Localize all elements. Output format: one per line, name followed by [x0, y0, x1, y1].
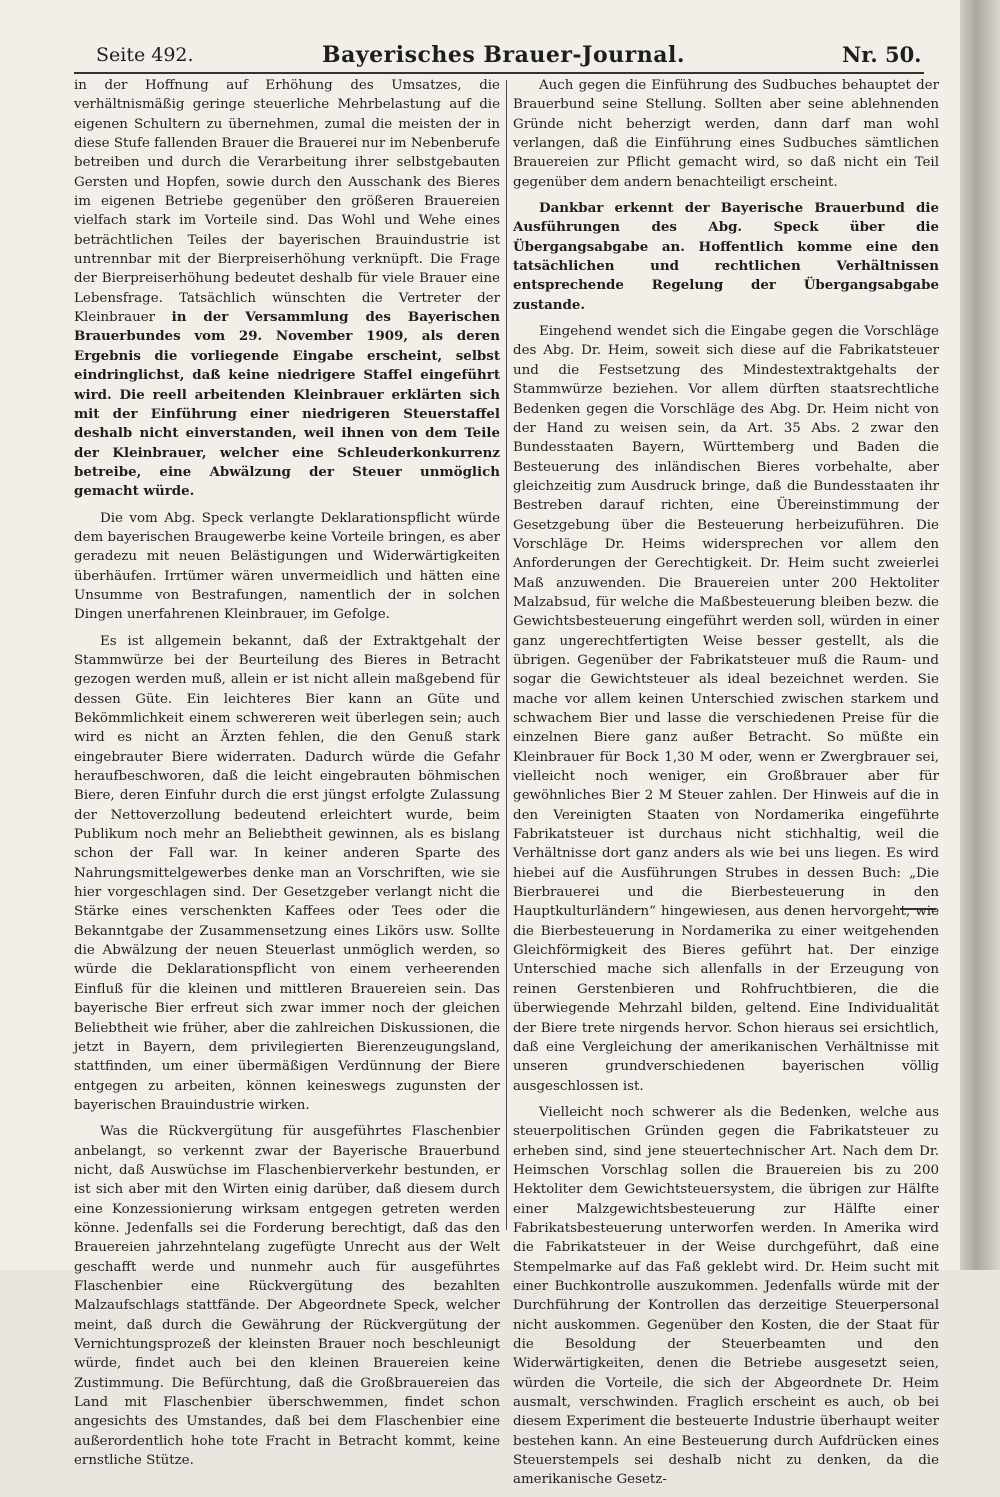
paragraph: Dankbar erkennt der Bayerische Brauerbund die Ausführungen des Abg. Speck über die Übergangsabgabe an. Hoffentlich komme eine den tatsächlichen und rechtlichen Verhältnissen entsprechende Regelung der Übergangsabgabe zustande.	[513, 200, 939, 313]
column-divider	[506, 80, 507, 1230]
page-header	[74, 38, 924, 78]
journal-title: Bayerisches Brauer-Journal.	[322, 42, 685, 68]
right-column	[513, 76, 939, 1497]
page-edge-shadow	[960, 0, 1000, 1270]
bold-paragraph-text: in der Versammlung des Bayerischen Brauerbundes vom 29. November 1909, als deren Ergebnis die vorliegende Eingabe erscheint, selbst eindringlichst, daß keine niedrigere Staffel eingeführt wird. Die reell arbeitenden Kleinbrauer erklärten sich mit der Einführung einer niedrigeren Steuerstaffel deshalb nicht einverstanden, weil ihnen von dem Teile der Kleinbrauer, welcher eine Schleuderkonkurrenz betreibe, eine Abwälzung der Steuer unmöglich gemacht würde.	[74, 309, 501, 500]
paragraph: Die vom Abg. Speck verlangte Deklarationspflicht würde dem bayerischen Braugewerbe keine Vorteile bringen, es aber geradezu mit neuen Belästigungen und Widerwärtigkeiten überhäufen. Irrtümer wären unvermeidlich und hätten eine Unsumme von Bestrafungen, namentlich der in solchen Dingen unerfahrenen Kleinbrauer, im Gefolge.	[74, 510, 500, 623]
paragraph: Vielleicht noch schwerer als die Bedenken, welche aus steuerpolitischen Gründen gegen die Fabrikatsteuer zu erheben sind, sind jene steuertechnischer Art. Nach dem Dr. Heimschen Vorschlag sollen die Brauereien bis zu 200 Hektoliter dem Gewichtsteuersystem, die übrigen zur Hälfte einer Malzgewichtsbesteuerung zur Hälfte einer Fabrikatsbesteuerung unterworfen werden. In Amerika wird die Fabrikatsteuer in der Weise durchgeführt, daß eine Stempelmarke auf das Faß geklebt wird. Dr. Heim sucht mit einer Buchkontrolle auszukommen. Jedenfalls würde mit der Durchführung der Kontrollen das derzeitige Steuerpersonal nicht auskommen. Gegenüber den Kosten, die der Staat für die Besoldung der Steuerbeamten und den Widerwärtigkeiten, denen die Betriebe ausgesetzt seien, würden die Vorteile, die sich der Abgeordnete Dr. Heim ausmalt, verschwinden. Fraglich erscheint es auch, ob bei diesem Experiment die besteuerte Industrie überhaupt weiter bestehen kann. An eine Besteuerung durch Aufdrücken eines Steuerstempels sei deshalb nicht zu denken, da die amerikanische Gesetz-	[513, 1104, 939, 1488]
left-column	[74, 76, 500, 1477]
paragraph-text: in der Hoffnung auf Erhöhung des Umsatzes, die verhältnismäßig geringe steuerliche Mehrbelastung auf die eigenen Schultern zu übernehmen, zumal die meisten der in diese Stufe fallenden Brauer die Brauerei nur im Nebenberufe betreiben und durch die Verarbeitung ihrer selbstgebauten Gersten und Hopfen, sowie durch den Ausschank des Bieres im eigenen Betriebe gegenüber den größeren Brauereien vielfach stark im Vorteile sind. Das Wohl und Wehe eines beträchtlichen Teiles der bayerischen Brauindustrie ist untrennbar mit der Bierpreiserhöhung verknüpft. Die Frage der Bierpreiserhöhung bedeutet deshalb für viele Brauer eine Lebensfrage. Tatsächlich wünschten die Vertreter der Kleinbrauer	[74, 78, 500, 326]
paragraph: Eingehend wendet sich die Eingabe gegen die Vorschläge des Abg. Dr. Heim, soweit sich diese auf die Fabrikatsteuer und die Festsetzung des Mindestextraktgehalts der Stammwürze beziehen. Vor allem dürften staatsrechtliche Bedenken gegen die Vorschläge des Abg. Dr. Heim nicht von der Hand zu weisen sein, da Art. 35 Abs. 2 zwar den Bundesstaaten Bayern, Württemberg und Baden die Besteuerung des inländischen Bieres vorbehalte, aber gleichzeitig zum Ausdruck bringe, daß die Bundesstaaten ihr Bestreben darauf richten, eine Übereinstimmung der Gesetzgebung über die Besteuerung herbeizuführen. Die Vorschläge Dr. Heims widersprechen vor allem den Anforderungen der Gerechtigkeit. Dr. Heim sucht zweierlei Maß anzuwenden. Die Brauereien unter 200 Hektoliter Malzabsud, für welche die Maßbesteuerung bleiben bezw. die Gewichtsbesteuerung eingeführt werden soll, würden in einer ganz ungerechtfertigten Weise besser gestellt, als die übrigen. Gegenüber der Fabrikatsteuer muß die Raum- und sogar die Gewichtsteuer als ideal bezeichnet werden. Sie mache vor allem keinen Unterschied zwischen starkem und schwachem Bier und lasse die verschiedenen Preise für die einzelnen Biere ganz außer Betracht. So müßte ein Kleinbrauer für Bock 1,30 M oder, wenn er Zwergbrauer sei, vielleicht noch weniger, ein Großbrauer aber für gewöhnliches Bier 2 M Steuer zahlen. Der Hinweis auf die in den Vereinigten Staaten von Nordamerika eingeführte Fabrikatsteuer ist durchaus nicht stichhaltig, weil die Verhältnisse dort ganz anders als wie bei uns liegen. Es wird hiebei auf die Ausführungen Strubes in dessen Buch: „Die Bierbrauerei und die Bierbesteuerung in den Hauptkulturländern“ hingewiesen, aus denen hervorgeht, wie die Bierbesteuerung in Nordamerika zu einer weitgehenden Gleichförmigkeit des Bieres geführt hat. Der einzige Unterschied mache sich allenfalls in der Erzeugung von reinen Gerstenbieren und Rohfruchtbieren, die die überwiegende Mehrzahl bilden, geltend. Eine Individualität der Biere trete nirgends hervor. Schon hieraus sei ersichtlich, daß eine Vergleichung der amerikanischen Verhältnisse mit unseren grundverschiedenen bayerischen völlig ausgeschlossen ist.	[513, 324, 939, 1094]
paragraph: Auch gegen die Einführung des Sudbuches behauptet der Brauerbund seine Stellung. Sollten aber seine ablehnenden Gründe nicht beherzigt werden, dann darf man wohl verlangen, daß die Einführung eines Sudbuches sämtlichen Brauereien zur Pflicht gemacht wird, so daß nicht ein Teil gegenüber dem andern benachteiligt erscheint.	[513, 78, 939, 190]
paragraph: Es ist allgemein bekannt, daß der Extraktgehalt der Stammwürze bei der Beurteilung des Bieres in Betracht gezogen werden muß, allein er ist nicht allein maßgebend für dessen Güte. Ein leichteres Bier kann an Güte und Bekömmlichkeit einem schwereren weit überlegen sein; auch wird es nicht an Ärzten fehlen, die den Genuß stark eingebrauter Biere widerraten. Dadurch würde die Gefahr heraufbeschworen, daß die leicht eingebrauten böhmischen Biere, deren Einfuhr durch die erst jüngst erfolgte Zulassung der Nettoverzollung bedeutend erleichtert wurde, beim Publikum noch mehr an Beliebtheit gewinnen, als es bislang schon der Fall war. In keiner anderen Sparte des Nahrungsmittelgewerbes denke man an Vorschriften, wie sie hier vorgeschlagen sind. Der Gesetzgeber verlangt nicht die Stärke eines verschenkten Kaffees oder Tees oder die Bekanntgabe der Zusammensetzung eines Likörs usw. Sollte die Abwälzung der neuen Steuerlast unmöglich werden, so würde die Deklarationspflicht von einem verheerenden Einfluß für die kleinen und mittleren Brauereien sein. Das bayerische Bier erfreut sich zwar immer noch der gleichen Beliebtheit wie früher, aber die zahlreichen Diskussionen, die jetzt in Bayern, dem privilegierten Bierenzeugungsland, stattfinden, um einer übermäßigen Verdünnung der Biere entgegen zu arbeiten, können keineswegs zugunsten der bayerischen Brauindustrie wirken.	[74, 633, 500, 1113]
header-rule	[74, 72, 924, 74]
paragraph	[74, 76, 500, 502]
page-number-label: Seite 492.	[96, 44, 194, 66]
paragraph: Was die Rückvergütung für ausgeführtes Flaschenbier anbelangt, so verkennt zwar der Bayerische Brauerbund nicht, daß Auswüchse im Flaschenbierverkehr bestunden, er ist sich aber mit den Wirten einig darüber, daß diesem durch eine Konzessionierung wirksam entgegen getreten werden könne. Jedenfalls sei die Forderung berechtigt, daß das den Brauereien jahrzehntelang zugefügte Unrecht aus der Welt geschafft werde und nunmehr auch für ausgeführtes Flaschenbier eine Rückvergütung des bezahlten Malzaufschlags stattfände. Der Abgeordnete Speck, welcher meint, daß durch die Gewährung der Rückvergütung der Vernichtungsprozeß der kleinsten Brauer noch beschleunigt würde, findet auch bei den kleinen Brauereien keine Zustimmung. Die Befürchtung, daß die Großbrauereien das Land mit Flaschenbier überschwemmen, findet schon angesichts des Umstandes, daß bei dem Flaschenbier eine außerordentlich hohe tote Fracht in Betracht kommt, keine ernstliche Stütze.	[74, 1124, 500, 1469]
section-rule	[900, 908, 936, 910]
issue-number: Nr. 50.	[842, 42, 922, 67]
